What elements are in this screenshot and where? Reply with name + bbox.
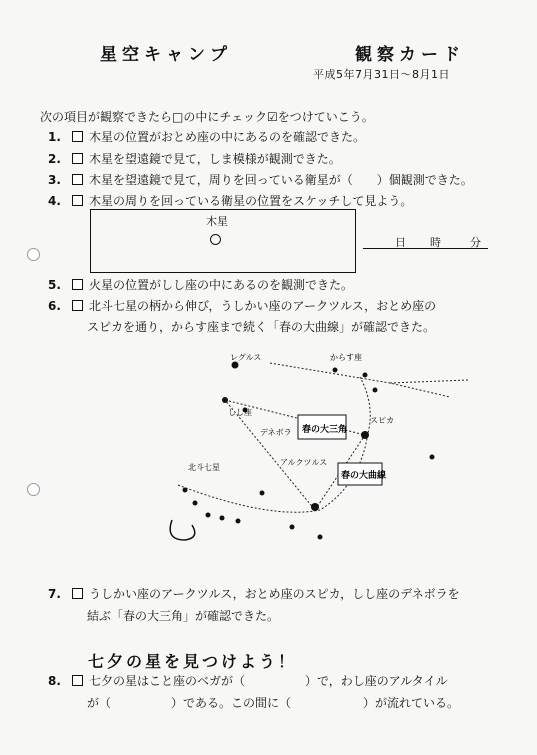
instructions: 次の項目が観察できたら□の中にチェック☑をつけていこう。 [40,110,374,124]
item-number: 7. [48,587,61,601]
star-arcturus [311,503,319,511]
item-7 [48,585,460,602]
event-date: 平成5年7月31日～8月1日 [313,68,450,81]
star [222,397,228,403]
arcturus-label: アルクツルス [280,458,328,467]
checkbox-5[interactable] [72,279,83,290]
spica-label: スピカ [370,416,394,425]
hour-label: 時 [430,236,441,249]
item-4 [48,192,412,209]
checkbox-1[interactable] [72,131,83,142]
jupiter-label: 木星 [206,215,228,228]
regulus-label: レグルス [230,353,262,362]
item-text: 木星の位置がおとめ座の中にあるのを確認できた。 [89,130,366,144]
item-number: 5. [48,278,61,292]
item-number: 4. [48,194,61,208]
star [363,373,368,378]
star [193,501,198,506]
item-text: 木星の周りを回っている衛星の位置をスケッチして見よう。 [89,194,413,208]
item-text: 七夕の星はこと座のベガが（ ）で，わし座のアルタイル [89,674,448,688]
item-number: 2. [48,152,61,166]
item-text: 木星を望遠鏡で見て，周りを回っている衛星が（ ）個観測できた。 [89,173,473,187]
item-2 [48,150,341,167]
leo-label: しし座 [228,408,252,417]
minute-label: 分 [470,236,481,249]
curve-path [178,377,370,512]
curve-label: 春の大曲線 [341,471,387,481]
corvus-label: からす座 [330,353,362,362]
star [430,455,435,460]
star [220,516,225,521]
observation-time-field[interactable] [363,234,488,249]
jupiter-circle [210,234,221,245]
star-regulus [232,362,239,369]
item-text: 火星の位置がしし座の中にあるのを観測できた。 [89,278,354,292]
card-title: 星空キャンプ [100,45,232,65]
item-7-continued: 結ぶ「春の大三角」が確認できた。 [87,609,280,623]
card-subtitle: 観察カード [355,45,465,65]
checkbox-8[interactable] [72,675,83,686]
star [290,525,295,530]
item-number: 8. [48,674,61,688]
item-3 [48,171,473,188]
constellation-line [390,380,468,383]
item-1 [48,128,365,145]
triangle-label: 春の大三角 [302,425,348,435]
hand-drawn-mark [170,520,195,540]
checkbox-2[interactable] [72,153,83,164]
star [260,491,265,496]
item-text: 北斗七星の柄から伸び，うしかい座のアークツルス，おとめ座の [89,299,437,313]
star [183,488,188,493]
item-8 [48,672,448,689]
item-8-continued: が（ ）である。この間に（ ）が流れている。 [87,696,460,710]
constellation-line [270,363,450,397]
day-label: 日 [395,236,406,249]
item-number: 6. [48,299,61,313]
star [333,368,338,373]
item-6 [48,297,436,314]
item-6-continued: スピカを通り，からす座まで続く「春の大曲線」が確認できた。 [87,320,436,334]
star [236,519,241,524]
denebola-label: デネボラ [260,428,292,437]
checkbox-4[interactable] [72,195,83,206]
item-number: 3. [48,173,61,187]
checkbox-3[interactable] [72,174,83,185]
section-title: 七夕の星を見つけよう！ [88,652,298,671]
spring-star-map [150,345,520,565]
checkbox-6[interactable] [72,300,83,311]
jupiter-sketch-box[interactable] [90,209,356,273]
binder-hole-top [27,248,40,261]
star [318,535,323,540]
item-5 [48,276,353,293]
star [206,513,211,518]
item-number: 1. [48,130,61,144]
dipper-label: 北斗七星 [188,463,220,472]
star [373,388,378,393]
item-text: うしかい座のアークツルス，おとめ座のスピカ，しし座のデネボラを [89,587,460,601]
stars [183,362,435,540]
checkbox-7[interactable] [72,588,83,599]
star-spica [361,431,369,439]
binder-hole-bottom [27,483,40,496]
item-text: 木星を望遠鏡で見て，しま模様が観測できた。 [89,152,341,166]
